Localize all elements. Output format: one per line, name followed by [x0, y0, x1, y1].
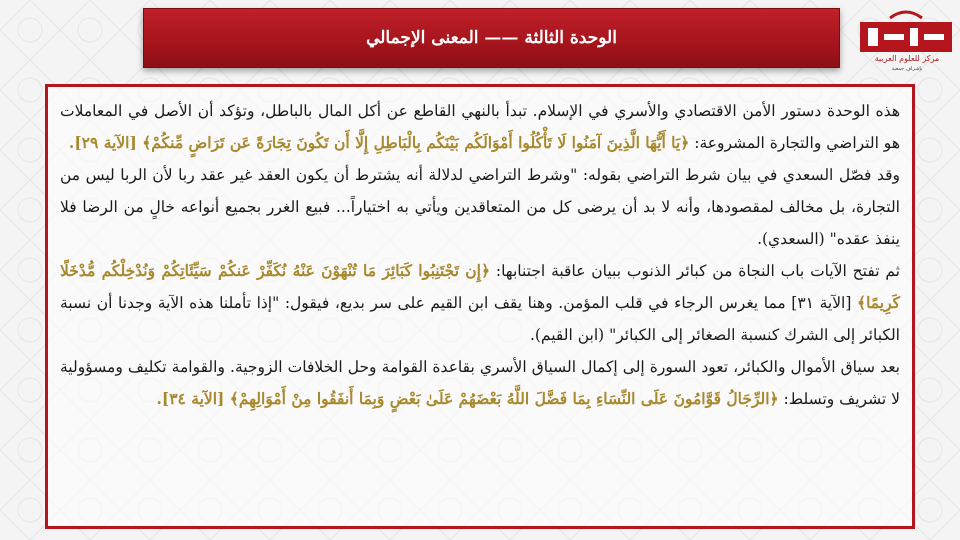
paragraph-2 — [60, 159, 900, 255]
quran-verse-29: ﴿يَا أَيُّهَا الَّذِينَ آمَنُوا لَا تَأْكُلُوا أَمْوَالَكُم بَيْنَكُم بِالْبَاطِلِ إِلَّا أَن تَكُونَ تِجَارَةً عَن تَرَاضٍ مِّنكُمْ﴾ — [142, 133, 690, 152]
brand-logo — [858, 6, 954, 76]
title-banner — [143, 8, 840, 68]
verse-ref-29: [الآية ٢٩]. — [68, 133, 143, 152]
logo-caption: بإشراف جمعية — [891, 66, 923, 72]
paragraph-3 — [60, 255, 900, 351]
verse-ref-34: [الآية ٣٤]. — [156, 389, 230, 408]
logo-mark-icon — [860, 8, 952, 52]
quran-verse-31: ﴿إِن تَجْتَنِبُوا كَبَائِرَ مَا تُنْهَوْنَ عَنْهُ نُكَفِّرْ عَنكُمْ سَيِّئَاتِكُمْ وَنُدْخِلْكُم مُّدْخَلًا كَرِيمًا﴾ — [60, 261, 900, 312]
page-title: الوحدة الثالثة —— المعنى الإجمالي — [366, 28, 617, 48]
paragraph-4 — [60, 351, 900, 415]
paragraph-2-text: وقد فصّل السعدي في بيان شرط التراضي بقوله: "وشرط التراضي لدلالة أنه يشترط أن يكون العقد غير عقد ربا لأن الربا ليس من التجارة، بل مخالف لمقصودها، وأنه لا بد أن يرضى كل من المتعاقدين ويأتي به اختياراً... فبيع الغرر بجميع أنواعه خالٍ من الرضا فلا ينفذ عقده" (السعدي). — [60, 166, 900, 248]
paragraph-1 — [60, 95, 900, 159]
paragraph-1-text: هذه الوحدة دستور الأمن الاقتصادي والأسري في الإسلام. تبدأ بالنهي القاطع عن أكل المال بالباطل، وتؤكد أن الأصل في المعاملات هو التراضي والتجارة المشروعة: — [60, 102, 900, 152]
quran-verse-34: ﴿الرِّجَالُ قَوَّامُونَ عَلَى النِّسَاءِ بِمَا فَضَّلَ اللَّهُ بَعْضَهُمْ عَلَىٰ بَعْضٍ وَبِمَا أَنفَقُوا مِنْ أَمْوَالِهِمْ﴾ — [229, 389, 779, 408]
paragraph-3-rest: [الآية ٣١] مما يغرس الرجاء في قلب المؤمن. وهنا يقف ابن القيم على سر بديع، فيقول: "إذا تأملنا هذه الآية وجدنا أن نسبة الكبائر إلى الشرك كنسبة الصغائر إلى الكبائر" (ابن القيم). — [60, 294, 900, 344]
paragraph-3-text: ثم تفتح الآيات باب النجاة من كبائر الذنوب ببيان عاقبة اجتنابها: — [490, 262, 900, 280]
logo-subtitle: مركز للعلوم العربية — [874, 54, 940, 63]
paragraph-4-text: بعد سياق الأموال والكبائر، تعود السورة إلى إكمال السياق الأسري بقاعدة القوامة وحل الخلافات الزوجية. والقوامة تكليف ومسؤولية لا تشريف وتسلط: — [60, 358, 900, 408]
content-box — [45, 84, 915, 529]
